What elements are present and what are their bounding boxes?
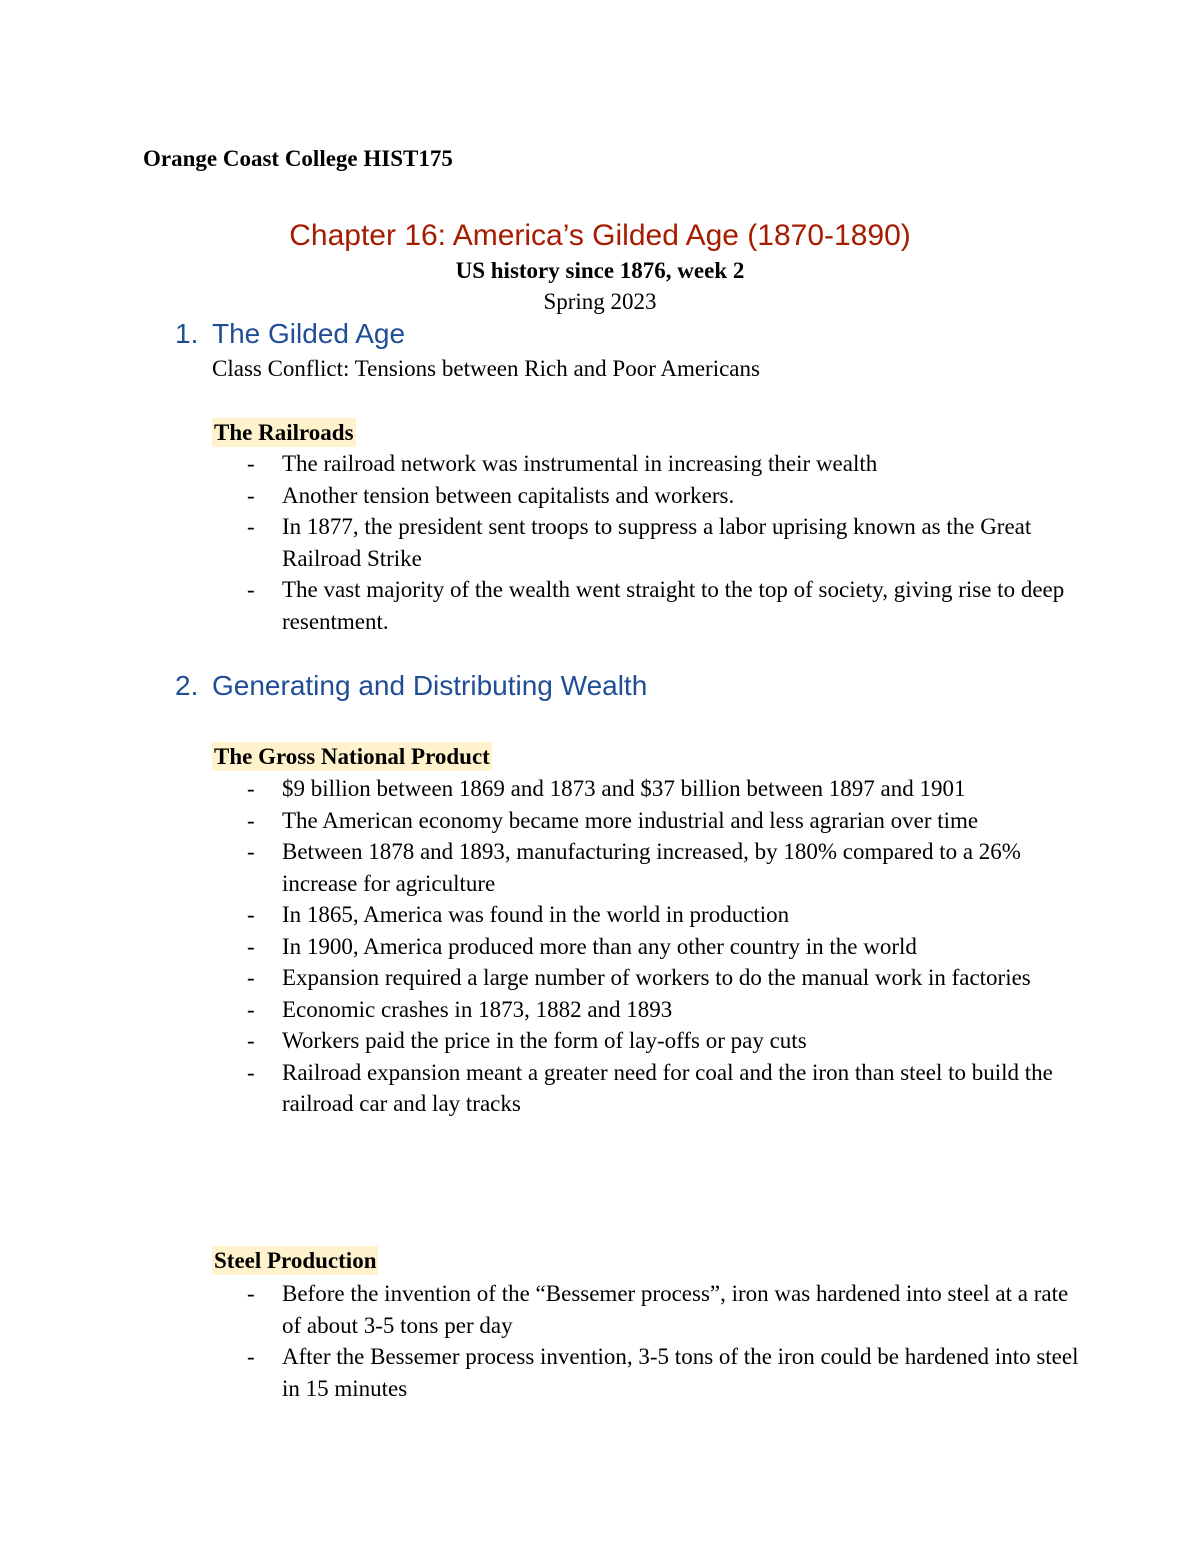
section-number: 1. [175, 318, 199, 349]
list-item-text: In 1865, America was found in the world in production [282, 902, 790, 927]
list-item-text: Before the invention of the “Bessemer process”, iron was hardened into steel at a rate of about 3-5 tons per day [282, 1281, 1069, 1338]
subheading-gross-national-product: The Gross National Product [214, 744, 490, 769]
list-item-text: Another tension between capitalists and workers. [282, 482, 735, 508]
list-item [212, 511, 1082, 574]
list-item [212, 1057, 1082, 1120]
list-item-text: Economic crashes in 1873, 1882 and 1893 [282, 996, 673, 1022]
bullet-dash: - [247, 839, 255, 864]
list-item [212, 931, 1082, 963]
bullet-dash: - [247, 902, 255, 927]
list-item-text: In 1900, America produced more than any other country in the world [282, 933, 917, 959]
chapter-title: Chapter 16: America’s Gilded Age (1870-1890) [289, 219, 911, 252]
bullet-dash: - [247, 1281, 255, 1306]
list-item-text: The American economy became more industrial and less agrarian over time [282, 807, 979, 833]
bullet-list-steel-production [212, 1278, 1082, 1404]
bullet-list-railroads [212, 448, 1082, 637]
bullet-dash: - [247, 482, 255, 508]
list-item-text: Expansion required a large number of workers to do the manual work in factories [282, 965, 1031, 990]
section-heading-text: The Gilded Age [212, 318, 406, 349]
bullet-dash: - [247, 807, 255, 833]
bullet-dash: - [247, 577, 255, 602]
list-item-text: The railroad network was instrumental in increasing their wealth [282, 451, 878, 476]
list-item [212, 836, 1082, 899]
bullet-dash: - [247, 996, 255, 1022]
list-item [212, 962, 1082, 994]
section-heading-text: Generating and Distributing Wealth [212, 670, 648, 701]
subheading-steel-production: Steel Production [214, 1248, 377, 1273]
subheading-railroads: The Railroads [214, 420, 354, 445]
list-item [212, 994, 1082, 1026]
section-heading-gilded-age [175, 316, 405, 352]
list-item-text: Railroad expansion meant a greater need for coal and the iron than steel to build the railroad car and lay tracks [282, 1059, 1053, 1116]
section-number: 2. [175, 670, 199, 701]
institution-line: Orange Coast College HIST175 [143, 146, 453, 171]
list-item-text: Between 1878 and 1893, manufacturing increased, by 180% compared to a 26% increase for agriculture [282, 839, 1021, 896]
list-item [212, 805, 1082, 837]
bullet-dash: - [247, 1028, 255, 1053]
bullet-dash: - [247, 1059, 255, 1085]
list-item [212, 1278, 1082, 1341]
bullet-dash: - [247, 514, 255, 539]
list-item [212, 480, 1082, 512]
bullet-dash: - [247, 965, 255, 990]
list-item-text: $9 billion between 1869 and 1873 and $37 billion between 1897 and 1901 [282, 776, 966, 801]
bullet-dash: - [247, 1344, 255, 1369]
list-item [212, 1341, 1082, 1404]
section-heading-wealth [175, 668, 647, 704]
bullet-dash: - [247, 451, 255, 476]
list-item [212, 574, 1082, 637]
list-item [212, 448, 1082, 480]
bullet-dash: - [247, 776, 255, 801]
list-item-text: In 1877, the president sent troops to suppress a labor uprising known as the Great Railroad Strike [282, 514, 1032, 571]
section-intro: Class Conflict: Tensions between Rich and Poor Americans [212, 356, 760, 381]
bullet-list-gross-national-product [212, 773, 1082, 1120]
bullet-dash: - [247, 933, 255, 959]
term-line: Spring 2023 [543, 289, 657, 314]
list-item [212, 899, 1082, 931]
list-item-text: The vast majority of the wealth went straight to the top of society, giving rise to deep resentment. [282, 577, 1065, 634]
list-item-text: After the Bessemer process invention, 3-5 tons of the iron could be hardened into steel in 15 minutes [282, 1344, 1079, 1401]
course-subtitle: US history since 1876, week 2 [455, 258, 745, 283]
list-item [212, 773, 1082, 805]
list-item [212, 1025, 1082, 1057]
list-item-text: Workers paid the price in the form of lay-offs or pay cuts [282, 1028, 807, 1053]
